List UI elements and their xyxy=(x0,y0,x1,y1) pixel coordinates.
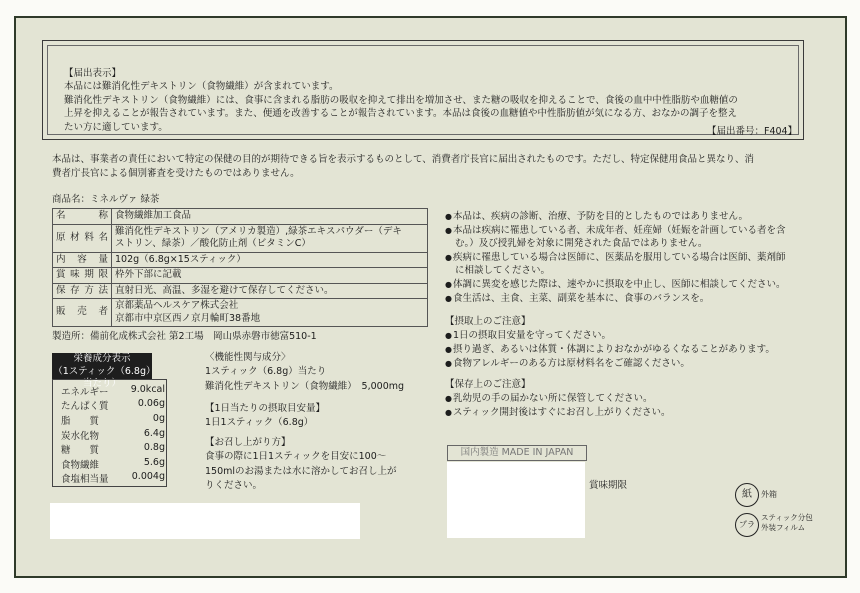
spec-value-line: 京都薬品ヘルスケア株式会社 xyxy=(115,300,239,311)
spec-table xyxy=(52,208,428,327)
notice-line: たい方に適しています。 xyxy=(64,122,168,133)
table-row xyxy=(53,252,428,268)
howto-line: りください。 xyxy=(205,480,263,491)
table-row xyxy=(53,283,428,299)
spec-value xyxy=(112,224,428,252)
made-in-label: 国内製造 MADE IN JAPAN xyxy=(447,445,587,461)
spec-value: 食物繊維加工食品 xyxy=(112,209,428,225)
paper-recycle-label: 外箱 xyxy=(761,490,777,499)
note-item: ● 食生活は、主食、主菜、副菜を基本に、食事のバランスを。 xyxy=(445,292,709,306)
plastic-label-line: スティック分包 xyxy=(761,513,813,522)
notice-line: 上昇を抑えることが報告されています。また、便通を改善することが報告されています。本品は食後の血糖値や中性脂肪値が気になる方、おなかの調子を整え xyxy=(64,108,737,119)
spec-value-line: ストリン、緑茶）／酸化防止剤（ビタミンC） xyxy=(115,238,311,249)
product-name: 商品名：ミネルヴァ 緑茶 xyxy=(52,194,160,205)
nutrition-title-line: 栄養成分表示 xyxy=(73,353,131,364)
note-item: む。）及び授乳婦を対象に開発された食品ではありません。 xyxy=(455,238,708,249)
howto-title: 【お召し上がり方】 xyxy=(205,437,291,448)
best-before-label: 賞味期限 xyxy=(589,480,628,491)
functional-line: 難消化性デキストリン（食物繊維） 5,000mg xyxy=(205,381,405,392)
best-before-blank xyxy=(447,462,585,538)
daily-title: 【1日当たりの摂取目安量】 xyxy=(205,403,326,414)
table-row xyxy=(53,224,428,252)
spec-key: 賞味期限 xyxy=(53,268,112,284)
caution-item: ● 1日の摂取目安量を守ってください。 xyxy=(445,329,611,343)
paper-recycle-icon: 紙 xyxy=(735,483,759,507)
notice-title: 【届出表示】 xyxy=(64,68,122,79)
functional-line: 1スティック（6.8g）当たり xyxy=(205,366,327,377)
notice-line: 本品には難消化性デキストリン（食物繊維）が含まれています。 xyxy=(64,81,339,92)
spec-key: 保存方法 xyxy=(53,283,112,299)
caution-item: ● 摂り過ぎ、あるいは体質・体調によりおなかがゆるくなることがあります。 xyxy=(445,343,775,357)
caution-item: ● 食物アレルギーのある方は原材料名をご確認ください。 xyxy=(445,357,690,371)
blank-label-area xyxy=(50,503,360,539)
spec-value xyxy=(112,299,428,327)
howto-line: 食事の際に1日1スティックを目安に100～ xyxy=(205,451,387,462)
storage-item: ● 乳幼児の手の届かない所に保管してください。 xyxy=(445,392,653,406)
note-item: ● 疾病に罹患している場合は医師に、医薬品を服用している場合は医師、薬剤師 xyxy=(445,251,786,265)
notice-number: 【届出番号：F404】 xyxy=(707,126,798,137)
storage-title: 【保存上のご注意】 xyxy=(445,379,531,390)
caution-title: 【摂取上のご注意】 xyxy=(445,316,531,327)
daily-line: 1日1スティック（6.8g） xyxy=(205,417,314,428)
spec-key: 内容量 xyxy=(53,252,112,268)
nutrition-title-line: （1スティック（6.8g）当たり） xyxy=(53,365,151,389)
spec-key: 原材料名 xyxy=(53,224,112,252)
plastic-recycle-icon: プラ xyxy=(735,513,759,537)
nutrition-title xyxy=(52,353,152,389)
note-item: ● 体調に異変を感じた際は、速やかに摂取を中止し、医師に相談してください。 xyxy=(445,278,786,292)
note-item: ● 本品は疾病に罹患している者、未成年者、妊産婦（妊娠を計画している者を含 xyxy=(445,224,786,238)
disclaimer-line: 費者庁長官による個別審査を受けたものではありません。 xyxy=(52,168,300,179)
functional-title: 〈機能性関与成分〉 xyxy=(205,352,291,363)
manufacturer: 製造所：備前化成株式会社 第2工場 岡山県赤磐市徳富510-1 xyxy=(52,331,317,342)
table-row xyxy=(53,209,428,225)
spec-value-line: 京都市中京区西ノ京月輪町38番地 xyxy=(115,312,261,324)
howto-line: 150mlのお湯または水に溶かしてお召し上が xyxy=(205,466,397,477)
table-row xyxy=(53,299,428,327)
spec-value-line: 難消化性デキストリン（アメリカ製造）,緑茶エキスパウダー（デキ xyxy=(115,225,402,237)
disclaimer-line: 本品は、事業者の責任において特定の保健の目的が期待できる旨を表示するものとして、消費者庁長官に届出されたものです。ただし、特定保健用食品と異なり、消 xyxy=(52,154,755,165)
plastic-recycle-label xyxy=(761,513,813,533)
spec-value: 直射日光、高温、多湿を避けて保存してください。 xyxy=(112,283,428,299)
notice-line: 難消化性デキストリン（食物繊維）には、食事に含まれる脂肪の吸収を抑えて排出を増加させ、また糖の吸収を抑えることで、食後の血中中性脂肪や血糖値の xyxy=(64,95,738,106)
plastic-label-line: 外装フィルム xyxy=(761,523,806,532)
nutrition-box: エネルギー 9.0kcal たんぱく質 0.06g 脂 質 0g 炭水化物 6.4g 糖 質 0.8g 食物繊維 5.6g 食塩相当量 0.004g xyxy=(52,379,167,487)
note-item: に相談してください。 xyxy=(455,265,551,276)
storage-item: ● スティック開封後はすぐにお召し上がりください。 xyxy=(445,406,671,420)
spec-value: 102g（6.8g×15スティック） xyxy=(112,252,428,268)
spec-key: 販売者 xyxy=(53,299,112,327)
spec-value: 枠外下部に記載 xyxy=(112,268,428,284)
note-item: ● 本品は、疾病の診断、治療、予防を目的としたものではありません。 xyxy=(445,210,748,224)
table-row xyxy=(53,268,428,284)
spec-key: 名 称 xyxy=(53,209,112,225)
